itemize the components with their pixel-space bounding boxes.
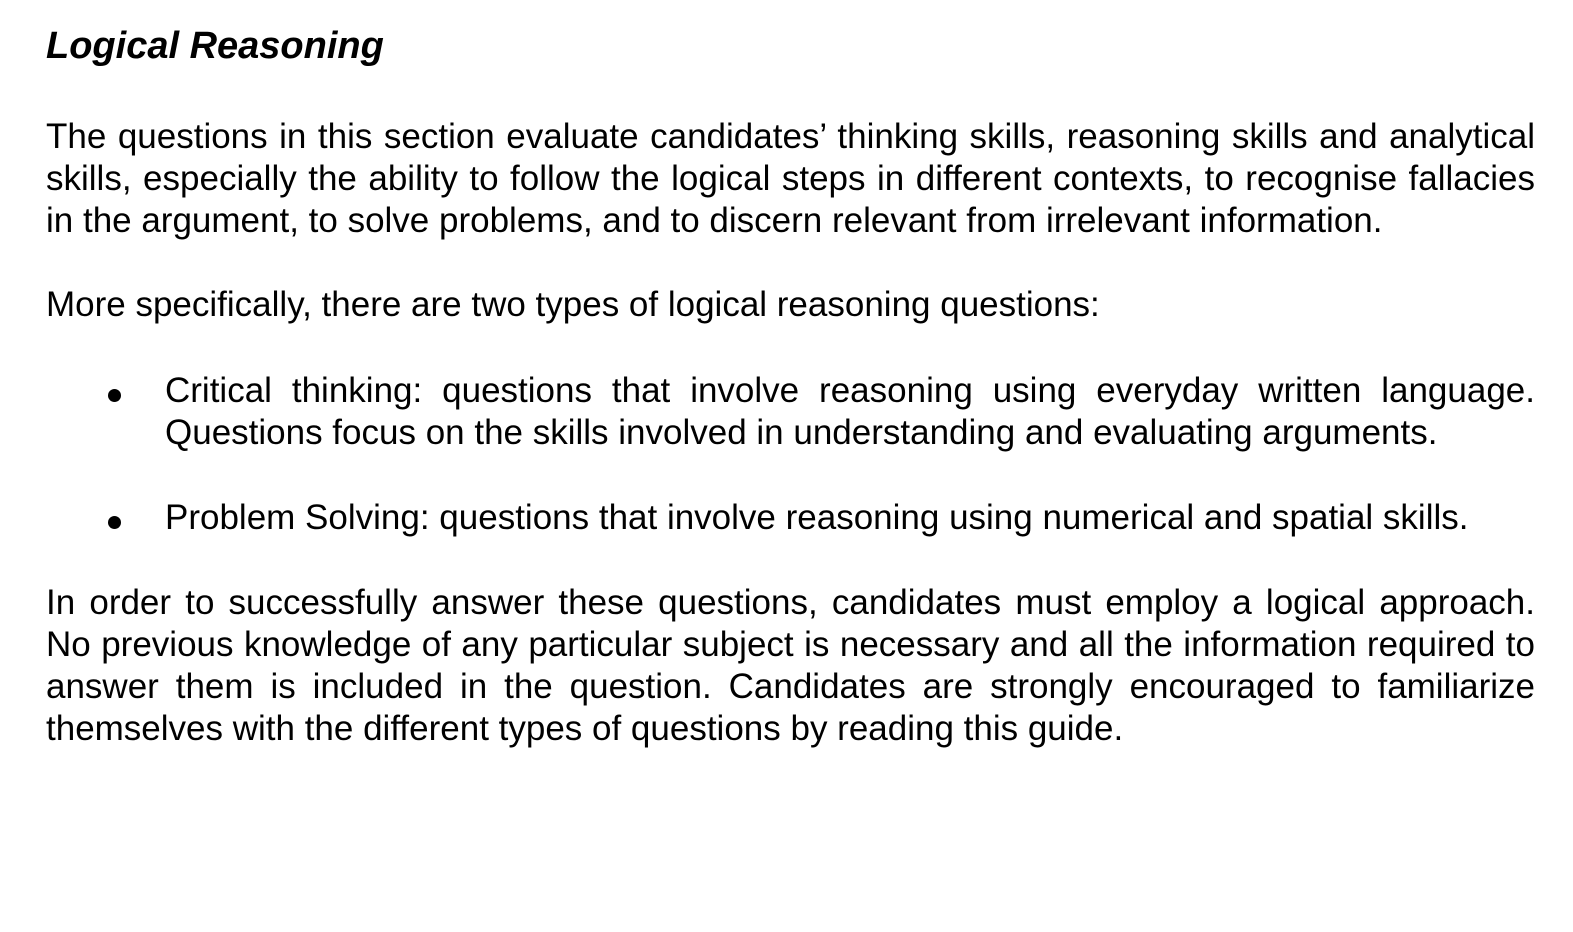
- page-title: Logical Reasoning: [46, 25, 384, 67]
- list-item: [46, 370, 1535, 454]
- document-page: [46, 20, 1535, 750]
- list-item-text: Critical thinking: questions that involve reasoning using everyday written language. Questions focus on the skills involved in understanding and evaluating arguments.: [165, 371, 1535, 452]
- question-types-intro: More specifically, there are two types of logical reasoning questions:: [46, 285, 1100, 324]
- intro-paragraph: The questions in this section evaluate candidates’ thinking skills, reasoning skills and analytical skills, especially the ability to follow the logical steps in different contexts, to recognise fallacies in the argument, to solve problems, and to discern relevant from irrelevant information.: [46, 117, 1535, 240]
- bullet-icon: [108, 516, 121, 529]
- bullet-icon: [108, 389, 121, 402]
- list-item: [46, 497, 1535, 539]
- instructions-paragraph: In order to successfully answer these questions, candidates must employ a logical approach. No previous knowledge of any particular subject is necessary and all the information required to answer them is included in the question. Candidates are strongly encouraged to familiarize themselves with the different types of questions by reading this guide.: [46, 583, 1535, 748]
- question-types-list: [46, 370, 1535, 539]
- list-item-text: Problem Solving: questions that involve reasoning using numerical and spatial skills.: [165, 498, 1469, 537]
